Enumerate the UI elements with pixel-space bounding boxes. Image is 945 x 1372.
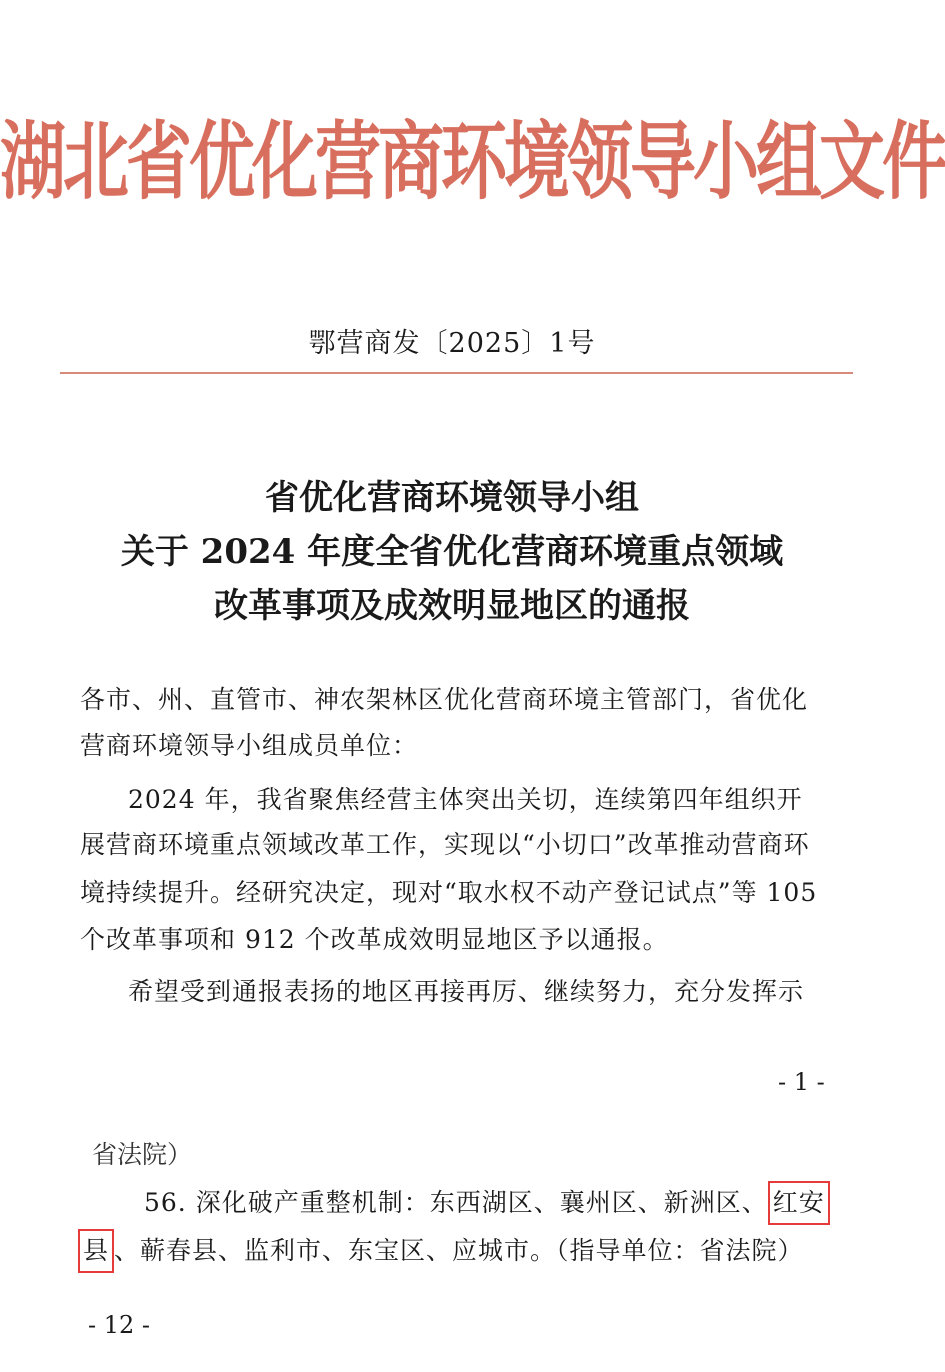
paragraph1-line-4: 个改革事项和 912 个改革成效明显地区予以通报。 (80, 925, 669, 954)
item-56-line-1 (144, 1178, 860, 1228)
page-number-12: - 12 - (88, 1311, 151, 1339)
notice-title-line-1: 省优化营商环境领导小组 (265, 478, 639, 518)
paragraph1-line-3: 境持续提升。经研究决定，现对“取水权不动产登记试点”等 105 (80, 878, 818, 907)
highlight-box-hongan: 红安 (768, 1181, 830, 1225)
item-56-line-2 (78, 1226, 842, 1276)
red-divider (60, 372, 853, 374)
salutation-line-2: 营商环境领导小组成员单位： (80, 731, 419, 760)
masthead-title: 湖北省优化营商环境领导小组文件 (0, 113, 945, 212)
item-56-rest: 、蕲春县、监利市、东宝区、应城市。（指导单位：省法院） (114, 1236, 804, 1265)
page-number-1: - 1 - (778, 1068, 825, 1096)
paragraph2-line-1: 希望受到通报表扬的地区再接再厉、继续努力，充分发挥示 (128, 977, 805, 1006)
document-number: 鄂营商发〔2025〕1号 (308, 328, 596, 359)
paragraph1-line-2: 展营商环境重点领域改革工作，实现以“小切口”改革推动营商环 (80, 830, 810, 859)
paragraph1-line-1: 2024 年，我省聚焦经营主体突出关切，连续第四年组织开 (128, 785, 803, 814)
cutoff-previous-line: 省法院） (92, 1140, 193, 1169)
notice-title-line-3: 改革事项及成效明显地区的通报 (214, 586, 690, 626)
salutation-line-1: 各市、州、直管市、神农架林区优化营商环境主管部门，省优化 (80, 685, 809, 714)
highlight-box-xian: 县 (78, 1229, 114, 1273)
notice-title-line-2: 关于 2024 年度全省优化营商环境重点领域 (120, 532, 784, 572)
item-56-prefix: 56. 深化破产重整机制：东西湖区、襄州区、新洲区、 (144, 1188, 768, 1217)
